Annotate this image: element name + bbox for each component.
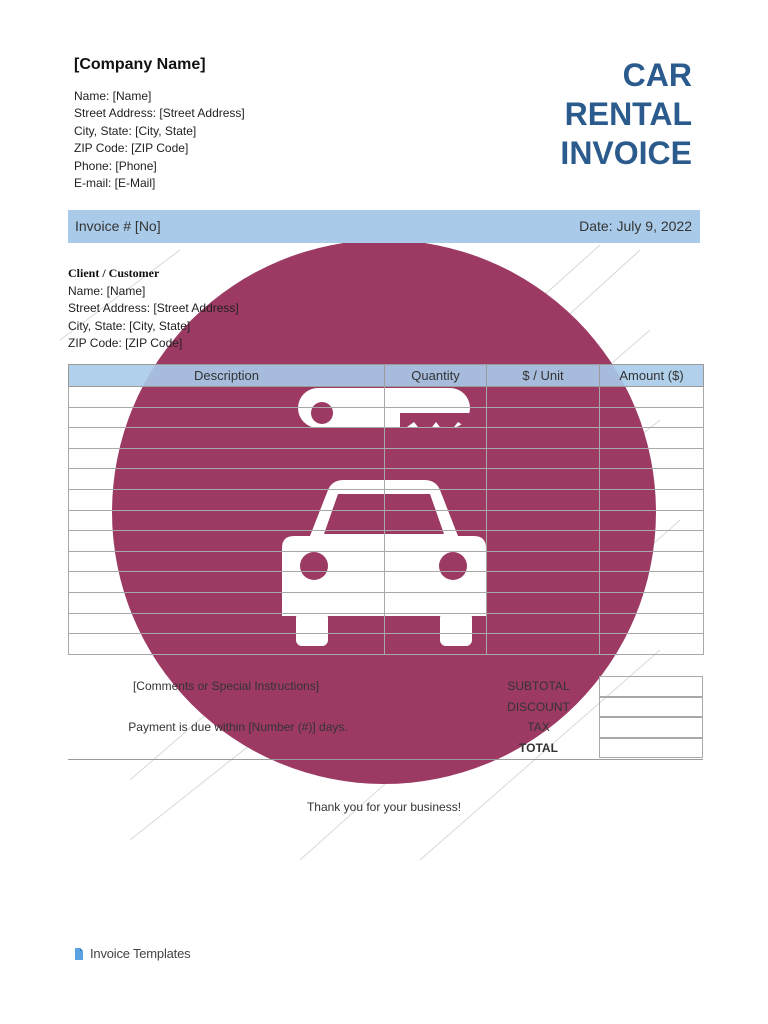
title-line-3: INVOICE: [560, 135, 692, 171]
company-name: [Company Name]: [74, 56, 206, 73]
company-email: E-mail: [E-Mail]: [74, 176, 156, 191]
column-header-unit-price: $ / Unit: [487, 365, 600, 387]
quantity-cell[interactable]: [385, 531, 487, 552]
discount-row: [478, 697, 703, 718]
amount-cell[interactable]: [600, 407, 704, 428]
footer-divider: [68, 759, 703, 760]
client-street-address[interactable]: Street Address: [Street Address]: [68, 301, 239, 316]
quantity-cell[interactable]: [385, 489, 487, 510]
unit-price-cell[interactable]: [487, 613, 600, 634]
client-heading: Client / Customer: [68, 266, 160, 280]
amount-cell[interactable]: [600, 469, 704, 490]
comments-instructions[interactable]: [Comments or Special Instructions]: [132, 679, 320, 693]
quantity-cell[interactable]: [385, 551, 487, 572]
table-row: [69, 592, 704, 613]
table-row: [69, 551, 704, 572]
quantity-cell[interactable]: [385, 613, 487, 634]
amount-cell[interactable]: [600, 572, 704, 593]
unit-price-cell[interactable]: [487, 531, 600, 552]
table-row: [69, 428, 704, 449]
document-logo-icon: [74, 947, 84, 961]
invoice-info-bar: [68, 210, 700, 243]
table-row: [69, 387, 704, 408]
unit-price-cell[interactable]: [487, 448, 600, 469]
client-name[interactable]: Name: [Name]: [68, 284, 146, 298]
quantity-cell[interactable]: [385, 634, 487, 655]
company-city-state: City, State: [City, State]: [74, 123, 197, 138]
amount-cell[interactable]: [600, 489, 704, 510]
brand-name[interactable]: Invoice Templates: [90, 946, 191, 961]
table-row: [69, 407, 704, 428]
quantity-cell[interactable]: [385, 387, 487, 408]
amount-cell[interactable]: [600, 387, 704, 408]
table-row: [69, 634, 704, 655]
amount-cell[interactable]: [600, 448, 704, 469]
description-cell[interactable]: [69, 572, 385, 593]
quantity-cell[interactable]: [385, 510, 487, 531]
unit-price-cell[interactable]: [487, 510, 600, 531]
column-header-description: Description: [69, 365, 385, 387]
description-cell[interactable]: [69, 592, 385, 613]
table-row: [69, 613, 704, 634]
brand-footer: [74, 946, 190, 961]
quantity-cell[interactable]: [385, 592, 487, 613]
column-header-amount: Amount ($): [600, 365, 704, 387]
tax-row: [478, 717, 703, 738]
amount-cell[interactable]: [600, 428, 704, 449]
payment-terms[interactable]: Payment is due within [Number (#)] days.: [128, 720, 348, 734]
client-city-state[interactable]: City, State: [City, State]: [68, 318, 191, 333]
description-cell[interactable]: [69, 407, 385, 428]
description-cell[interactable]: [69, 510, 385, 531]
company-contact-name: Name: [Name]: [74, 89, 152, 103]
table-row: [69, 531, 704, 552]
table-header-row: [69, 365, 704, 387]
quantity-cell[interactable]: [385, 448, 487, 469]
table-row: [69, 469, 704, 490]
document-title: [560, 56, 692, 173]
total-value[interactable]: [599, 738, 703, 759]
tax-value[interactable]: [599, 717, 703, 738]
subtotal-value[interactable]: [599, 676, 703, 697]
title-line-1: CAR: [622, 57, 692, 93]
unit-price-cell[interactable]: [487, 489, 600, 510]
company-phone: Phone: [Phone]: [74, 158, 157, 173]
discount-value[interactable]: [599, 697, 703, 718]
title-line-2: RENTAL: [564, 96, 692, 132]
discount-label: DISCOUNT: [507, 699, 570, 714]
table-row: [69, 448, 704, 469]
unit-price-cell[interactable]: [487, 634, 600, 655]
description-cell[interactable]: [69, 531, 385, 552]
subtotal-label: SUBTOTAL: [507, 679, 570, 693]
unit-price-cell[interactable]: [487, 572, 600, 593]
quantity-cell[interactable]: [385, 572, 487, 593]
quantity-cell[interactable]: [385, 407, 487, 428]
quantity-cell[interactable]: [385, 428, 487, 449]
unit-price-cell[interactable]: [487, 469, 600, 490]
column-header-quantity: Quantity: [385, 365, 487, 387]
table-row: [69, 489, 704, 510]
unit-price-cell[interactable]: [487, 551, 600, 572]
unit-price-cell[interactable]: [487, 407, 600, 428]
thank-you-message: Thank you for your business!: [306, 800, 462, 814]
table-row: [69, 572, 704, 593]
table-row: [69, 510, 704, 531]
amount-cell[interactable]: [600, 613, 704, 634]
unit-price-cell[interactable]: [487, 592, 600, 613]
company-zip-code: ZIP Code: [ZIP Code]: [74, 141, 189, 156]
unit-price-cell[interactable]: [487, 428, 600, 449]
company-street-address: Street Address: [Street Address]: [74, 106, 245, 121]
description-cell[interactable]: [69, 634, 385, 655]
quantity-cell[interactable]: [385, 469, 487, 490]
company-details: [74, 88, 245, 192]
line-items-table: [68, 364, 704, 655]
subtotal-row: [478, 676, 703, 697]
amount-cell[interactable]: [600, 531, 704, 552]
amount-cell[interactable]: [600, 634, 704, 655]
amount-cell[interactable]: [600, 510, 704, 531]
tax-label: TAX: [527, 720, 550, 734]
description-cell[interactable]: [69, 613, 385, 634]
description-cell[interactable]: [69, 448, 385, 469]
description-cell[interactable]: [69, 489, 385, 510]
total-row: [478, 738, 703, 759]
unit-price-cell[interactable]: [487, 387, 600, 408]
description-cell[interactable]: [69, 551, 385, 572]
client-zip-code[interactable]: ZIP Code: [ZIP Code]: [68, 335, 183, 350]
total-label: TOTAL: [519, 740, 558, 755]
amount-cell[interactable]: [600, 551, 704, 572]
invoice-date[interactable]: Date: July 9, 2022: [579, 218, 692, 234]
description-cell[interactable]: [69, 469, 385, 490]
invoice-number[interactable]: Invoice # [No]: [75, 218, 161, 234]
amount-cell[interactable]: [600, 592, 704, 613]
client-details: [68, 283, 239, 352]
description-cell[interactable]: [69, 387, 385, 408]
description-cell[interactable]: [69, 428, 385, 449]
